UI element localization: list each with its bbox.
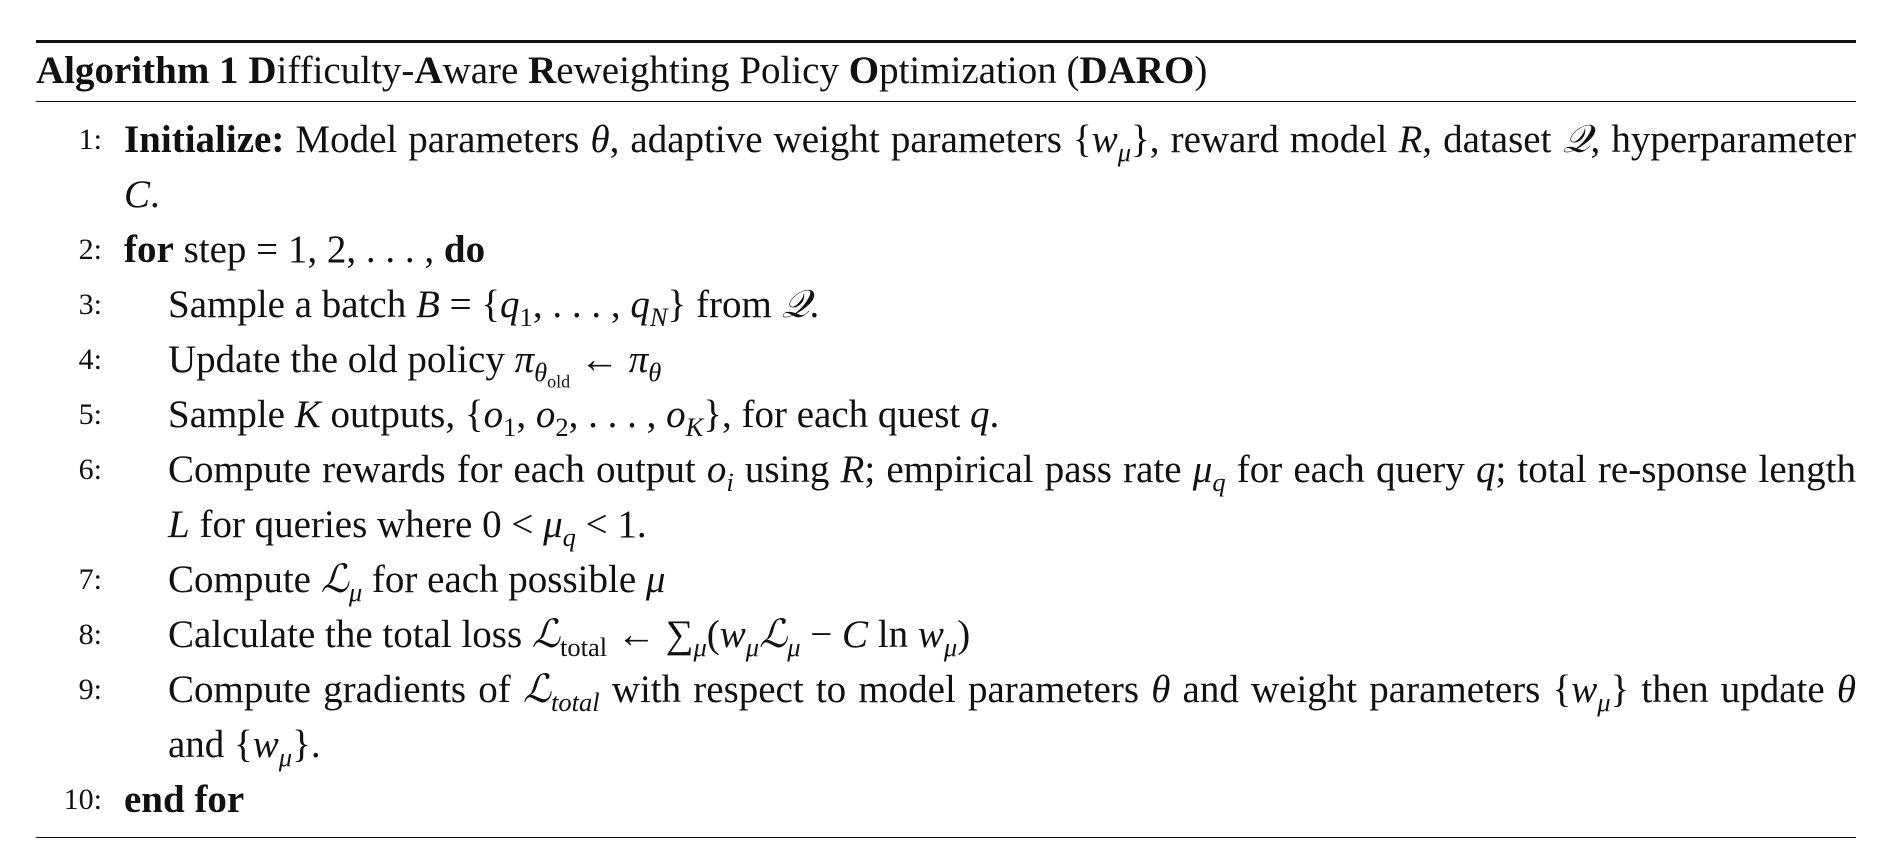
title-part: ptimization ( [879,49,1080,92]
line-number: 10: [63,783,102,816]
line-text: Sample a batch $B = \{q_1$, . . . , $q_N$} from 𝒬. [168,282,820,332]
title-part: R [528,49,557,92]
line-number: 7: [78,563,102,596]
line-text: Calculate the total loss ℒ$_{total}$ ← $\sum_\mu(w_\mu ℒ_\mu - C$ $\ln w_\mu$) [168,612,971,662]
line-text: for step = 1, 2, . . . , do [124,228,486,271]
title-part: D [248,49,277,92]
algorithm-line [36,442,1856,552]
line-text: Sample K outputs, {$o_1$, $o_2$, . . . , $o_K$}, for each quest q. [168,393,1000,442]
line-number: 8: [78,618,102,651]
title-part: ware [442,49,529,92]
algorithm-body [36,102,1856,827]
algorithm-line [36,607,1856,662]
line-number: 9: [78,673,102,706]
line-number: 4: [78,343,102,376]
line-text: Initialize: Model parameters θ, adaptive weight parameters $\{w_\mu\}$, reward model R, dataset 𝒬, hyperparameter C. [124,117,1857,216]
line-text: end for [124,778,245,821]
line-number: 6: [78,453,102,486]
title-part: DARO [1079,49,1195,92]
bottom-rule [36,837,1856,838]
line-number: 1: [78,123,102,156]
algorithm-line [36,112,1856,222]
algorithm-block [36,40,1856,838]
algorithm-title [248,49,1207,92]
algorithm-label: Algorithm 1 [36,49,239,92]
algorithm-line [36,332,1856,392]
algorithm-line [36,662,1856,772]
line-number: 5: [78,398,102,431]
title-part: eweighting Policy [556,49,849,92]
title-part: A [414,49,443,92]
title-part: ) [1194,49,1208,92]
line-text: Compute rewards for each output $o_i$ using R; empirical pass rate $\mu_q$ for each query q; total re-sponse length L for queries where $0 < \mu_q < 1$. [168,448,1857,552]
title-part: O [848,49,880,92]
algorithm-line [36,222,1856,277]
algorithm-line [36,387,1856,442]
algorithm-line [36,552,1856,607]
line-text: Compute gradients of ℒ$_{total}$ with respect to model parameters θ and weight parameters $\{w_\mu\}$ then update θ and $\{w_\mu\}$. [168,667,1856,772]
algorithm-line [36,277,1856,332]
line-text: Update the old policy $\pi_{\theta_{old}}$ ← $\pi_\theta$ [168,338,662,392]
algorithm-line [36,772,1856,827]
line-number: 2: [78,233,102,266]
line-text: Compute ℒ$_\mu$ for each possible μ [168,557,666,607]
title-part: ifficulty- [276,49,415,92]
algorithm-caption [36,43,1856,101]
line-number: 3: [78,288,102,321]
